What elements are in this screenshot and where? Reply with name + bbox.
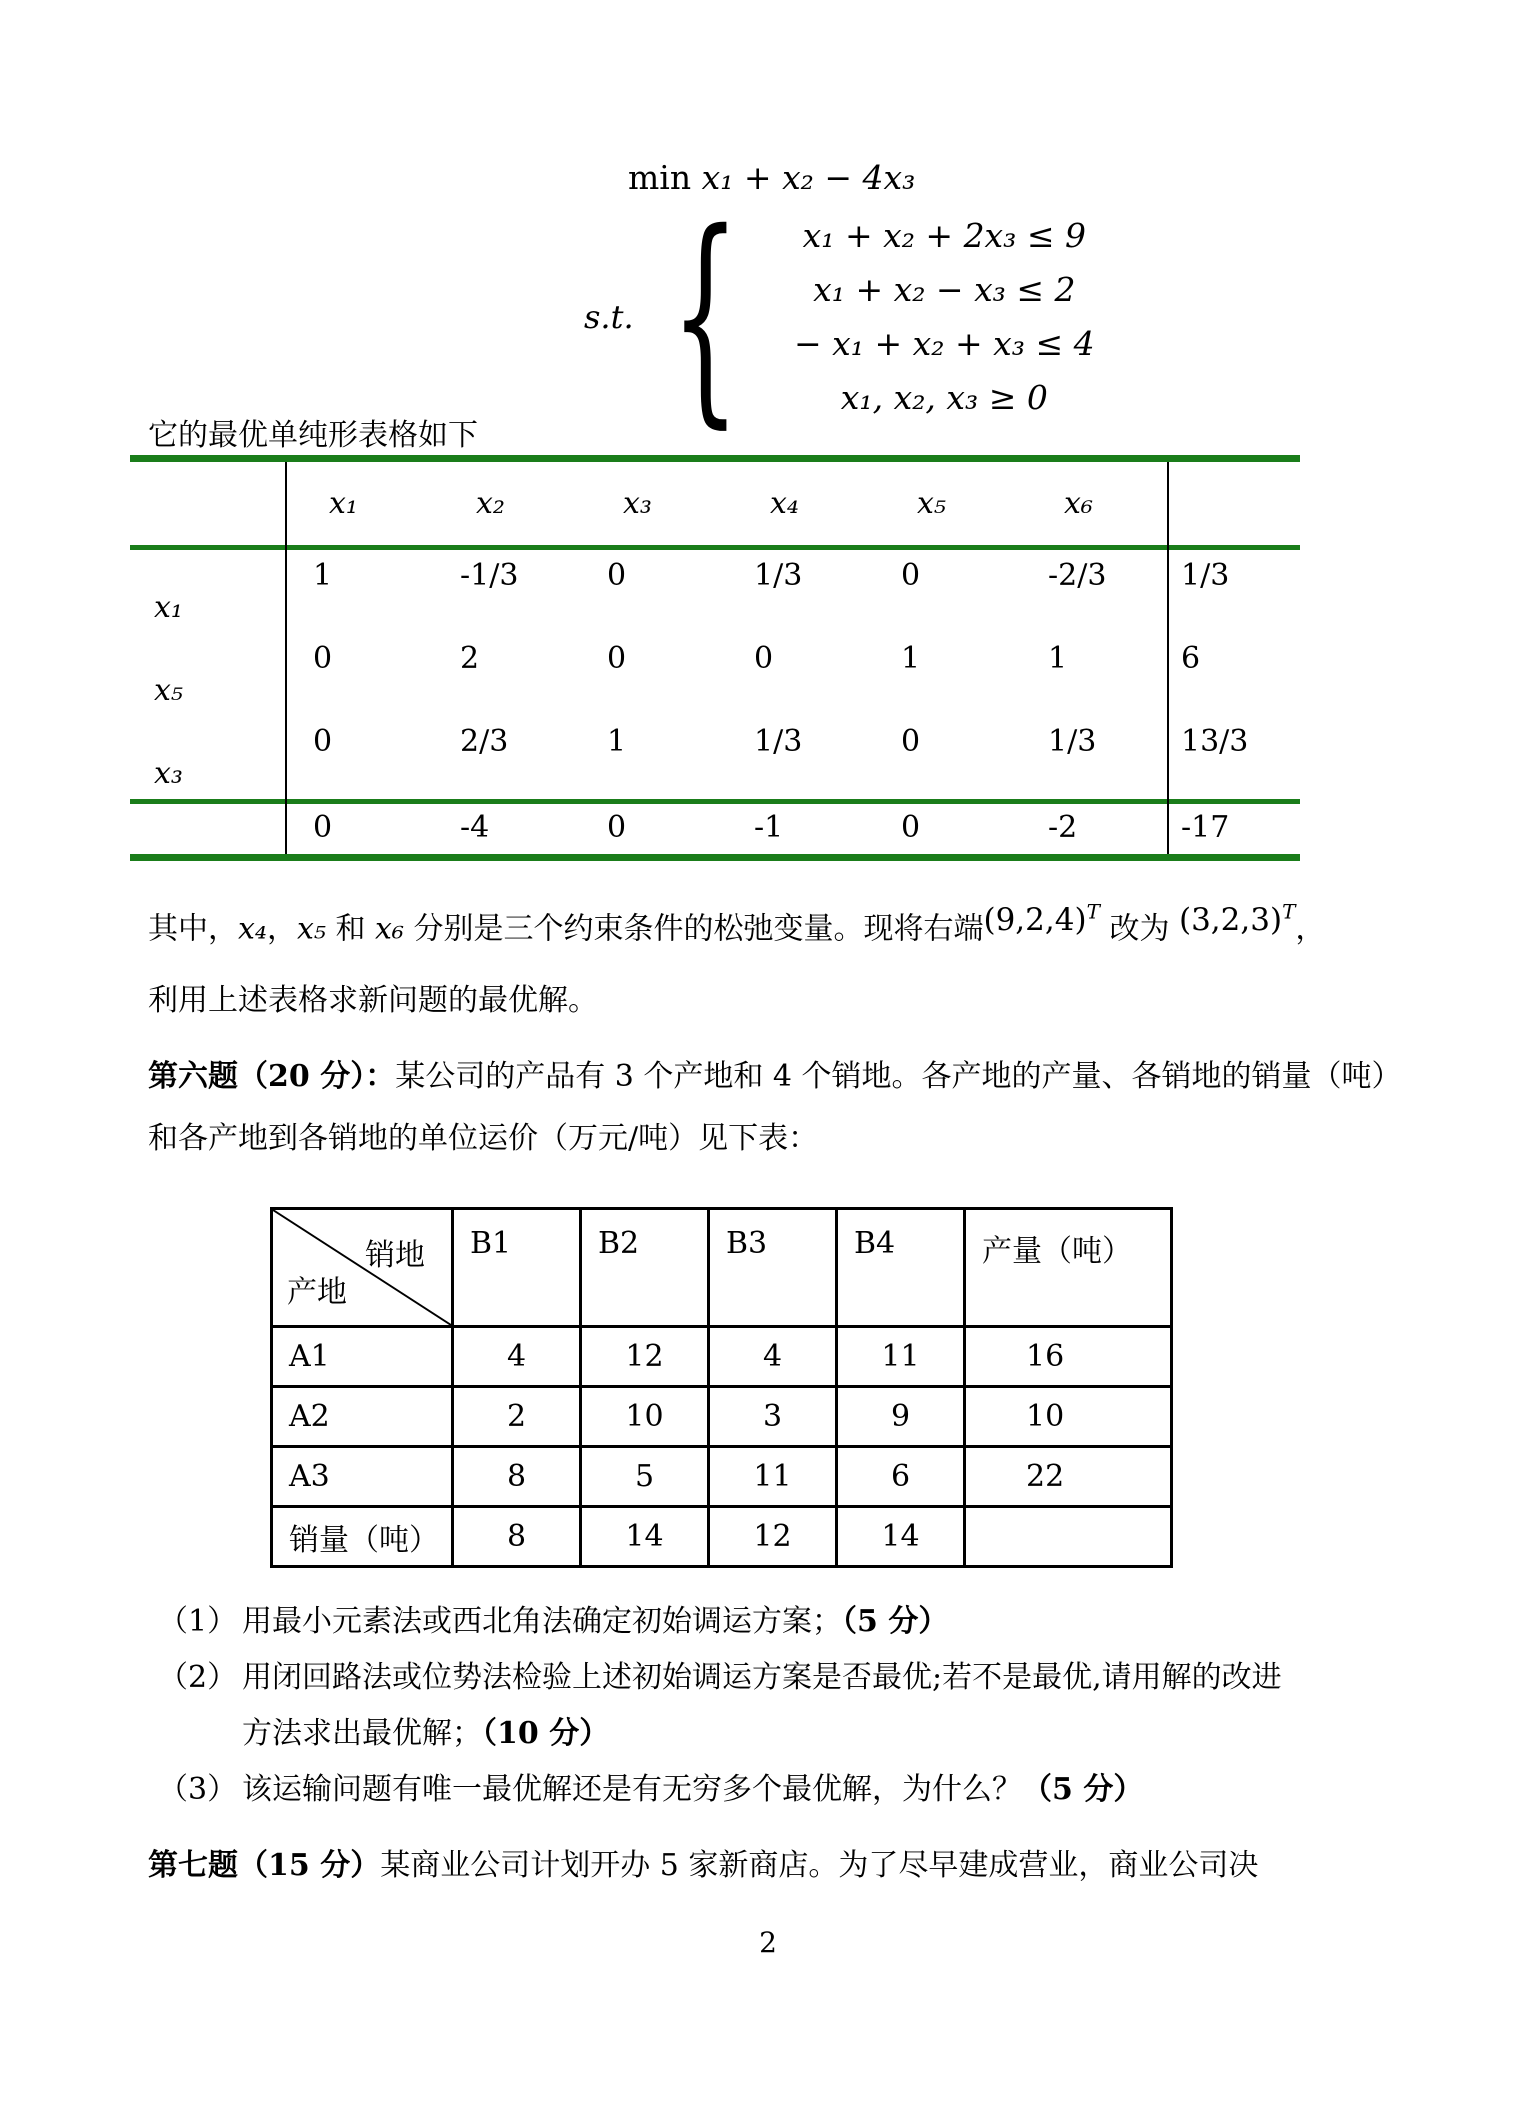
simplex-col-header: x₄ — [770, 486, 799, 521]
transport-col-header: 产量（吨） — [965, 1209, 1172, 1327]
corner-cell — [272, 1209, 453, 1327]
basis-label: x₁ — [154, 590, 183, 625]
supply-cell: 16 — [965, 1327, 1172, 1387]
cost-cell: 3 — [709, 1387, 837, 1447]
transport-row-demand — [272, 1507, 1172, 1567]
simplex-cell: 1/3 — [1048, 724, 1097, 759]
simplex-cell: 0 — [901, 558, 921, 593]
simplex-col-header: x₃ — [623, 486, 652, 521]
transport-header-row — [272, 1209, 1172, 1327]
simplex-cell: 1 — [901, 641, 921, 676]
simplex-rhs-cell: 1/3 — [1181, 558, 1230, 593]
simplex-cell: 1/3 — [754, 558, 803, 593]
row-label: A2 — [272, 1387, 453, 1447]
row-label: A3 — [272, 1447, 453, 1507]
cost-cell: 9 — [837, 1387, 965, 1447]
cost-cell: 10 — [581, 1387, 709, 1447]
question6-title: 第六题（20 分）： — [148, 1059, 396, 1094]
vector-new-rhs — [1179, 902, 1295, 938]
simplex-cell: 1 — [1048, 641, 1068, 676]
question7-body: 某商业公司计划开办 5 家新商店。为了尽早建成营业，商业公司决 — [380, 1848, 1259, 1883]
cost-cell: 4 — [453, 1327, 581, 1387]
simplex-row-x1 — [130, 550, 1300, 633]
simplex-rhs-cell: 6 — [1181, 641, 1201, 676]
transpose-mark: T — [1282, 900, 1296, 924]
min-operator: min — [628, 158, 702, 197]
basis-label: x₃ — [154, 756, 183, 791]
item-number: （1） — [158, 1604, 238, 1639]
simplex-table — [130, 455, 1300, 861]
constraint-system — [584, 184, 1114, 449]
item-text — [242, 1650, 1302, 1762]
simplex-cell: 2/3 — [460, 724, 509, 759]
cost-cell: 11 — [709, 1447, 837, 1507]
text-run: ， — [1295, 911, 1326, 947]
demand-cell: 8 — [453, 1507, 581, 1567]
cost-cell: 5 — [581, 1447, 709, 1507]
question7-paragraph — [148, 1836, 1428, 1896]
simplex-cell: 0 — [901, 724, 921, 759]
corner-label-origin: 产地 — [287, 1275, 347, 1310]
constraint-line: x₁, x₂, x₃ ≥ 0 — [840, 378, 1048, 417]
simplex-footer-label — [130, 804, 285, 854]
simplex-cell: 0 — [901, 810, 921, 845]
simplex-cell: 0 — [313, 724, 333, 759]
constraint-list — [774, 209, 1114, 425]
simplex-col-header: x₆ — [1064, 486, 1093, 521]
transport-col-header: B2 — [581, 1209, 709, 1327]
simplex-corner — [130, 462, 285, 545]
vertical-rule — [285, 462, 287, 854]
demand-cell: 14 — [837, 1507, 965, 1567]
subquestion-1 — [158, 1594, 1408, 1650]
transport-row-a2 — [272, 1387, 1172, 1447]
simplex-cell: -1 — [754, 810, 784, 845]
vector-old-rhs — [983, 902, 1099, 938]
demand-cell: 12 — [709, 1507, 837, 1567]
simplex-header-row — [130, 462, 1300, 545]
page-number: 2 — [759, 1926, 777, 1959]
simplex-rhs-cell: 13/3 — [1181, 724, 1249, 759]
simplex-cell: -4 — [460, 810, 490, 845]
subquestion-2 — [158, 1650, 1408, 1762]
cost-cell: 6 — [837, 1447, 965, 1507]
text-run: 用闭回路法或位势法检验上述初始调运方案是否最优;若不是最优,请用解的改进方法求出最优解； — [242, 1660, 1282, 1751]
transport-table — [270, 1207, 1173, 1568]
text-run: 分别是三个约束条件的松弛变量。现将右端 — [403, 911, 984, 947]
score-label: （10 分） — [482, 1716, 610, 1751]
transpose-mark: T — [1086, 900, 1100, 924]
simplex-table-caption: 它的最优单纯形表格如下 — [148, 418, 478, 453]
simplex-cell: 0 — [607, 810, 627, 845]
vector-value: (9,2,4) — [983, 902, 1087, 939]
text-run: ， — [266, 911, 297, 947]
empty-cell — [965, 1507, 1172, 1567]
simplex-cell: 0 — [313, 810, 333, 845]
score-label: （5 分） — [1022, 1772, 1144, 1807]
simplex-col-header: x₂ — [476, 486, 505, 521]
slack-paragraph-line2: 利用上述表格求新问题的最优解。 — [148, 983, 598, 1019]
constraint-line: x₁ + x₂ + 2x₃ ≤ 9 — [802, 216, 1087, 255]
question6-paragraph — [148, 1046, 1398, 1170]
simplex-cell: -1/3 — [460, 558, 519, 593]
constraint-line: − x₁ + x₂ + x₃ ≤ 4 — [794, 324, 1095, 363]
simplex-cell: 1 — [607, 724, 627, 759]
simplex-cell: 0 — [313, 641, 333, 676]
vector-value: (3,2,3) — [1178, 902, 1283, 939]
score-label: （5 分） — [842, 1604, 949, 1639]
simplex-row-x3 — [130, 716, 1300, 799]
item-text — [242, 1762, 1302, 1818]
simplex-cell: 0 — [754, 641, 774, 676]
simplex-cell: -2/3 — [1048, 558, 1107, 593]
transport-row-a1 — [272, 1327, 1172, 1387]
text-run: 该运输问题有唯一最优解还是有无穷多个最优解，为什么？ — [242, 1772, 1022, 1807]
subquestion-list — [158, 1594, 1408, 1818]
cost-cell: 12 — [581, 1327, 709, 1387]
simplex-cell: -2 — [1048, 810, 1078, 845]
item-number: （2） — [158, 1660, 238, 1695]
transport-col-header: B3 — [709, 1209, 837, 1327]
text-run: 改为 — [1099, 911, 1179, 947]
text-run: 其中， — [148, 911, 238, 947]
objective-expression: x₁ + x₂ − 4x₃ — [701, 158, 916, 197]
simplex-cell: 2 — [460, 641, 480, 676]
row-label: 销量（吨） — [272, 1507, 453, 1567]
left-brace: { — [670, 184, 740, 449]
var-x5: x₅ — [296, 911, 326, 947]
item-text — [242, 1594, 1302, 1650]
subquestion-3 — [158, 1762, 1408, 1818]
transport-col-header: B1 — [453, 1209, 581, 1327]
cost-cell: 11 — [837, 1327, 965, 1387]
slack-paragraph-line1 — [148, 884, 1428, 965]
simplex-cell: 1 — [313, 558, 333, 593]
basis-label: x₅ — [154, 673, 183, 708]
var-x4: x₄ — [238, 911, 267, 947]
simplex-cell: 0 — [607, 558, 627, 593]
text-run: 和 — [325, 911, 375, 947]
cost-cell: 2 — [453, 1387, 581, 1447]
item-number: （3） — [158, 1772, 238, 1807]
simplex-col-header: x₅ — [917, 486, 946, 521]
var-x6: x₆ — [374, 911, 404, 947]
simplex-cell: 0 — [607, 641, 627, 676]
simplex-rhs-cell: -17 — [1181, 810, 1230, 845]
supply-cell: 10 — [965, 1387, 1172, 1447]
simplex-row-x5 — [130, 633, 1300, 716]
text-run: 用最小元素法或西北角法确定初始调运方案； — [242, 1604, 842, 1639]
row-label: A1 — [272, 1327, 453, 1387]
supply-cell: 22 — [965, 1447, 1172, 1507]
transport-col-header: B4 — [837, 1209, 965, 1327]
simplex-cell: 1/3 — [754, 724, 803, 759]
slack-paragraph — [148, 884, 1428, 1037]
demand-cell: 14 — [581, 1507, 709, 1567]
question7-title: 第七题（15 分） — [148, 1848, 381, 1883]
cost-cell: 8 — [453, 1447, 581, 1507]
simplex-rhs-header — [1167, 462, 1300, 545]
question6-body: 某公司的产品有 3 个产地和 4 个销地。各产地的产量、各销地的销量（吨）和各产地到各销地的单位运价（万元/吨）见下表： — [148, 1059, 1387, 1156]
transport-row-a3 — [272, 1447, 1172, 1507]
corner-label-destination: 销地 — [365, 1238, 425, 1273]
vertical-rule — [1167, 462, 1169, 854]
simplex-col-header: x₁ — [329, 486, 358, 521]
subject-to-label: s.t. — [584, 298, 634, 336]
simplex-objective-row — [130, 804, 1300, 854]
cost-cell: 4 — [709, 1327, 837, 1387]
constraint-line: x₁ + x₂ − x₃ ≤ 2 — [813, 270, 1076, 309]
